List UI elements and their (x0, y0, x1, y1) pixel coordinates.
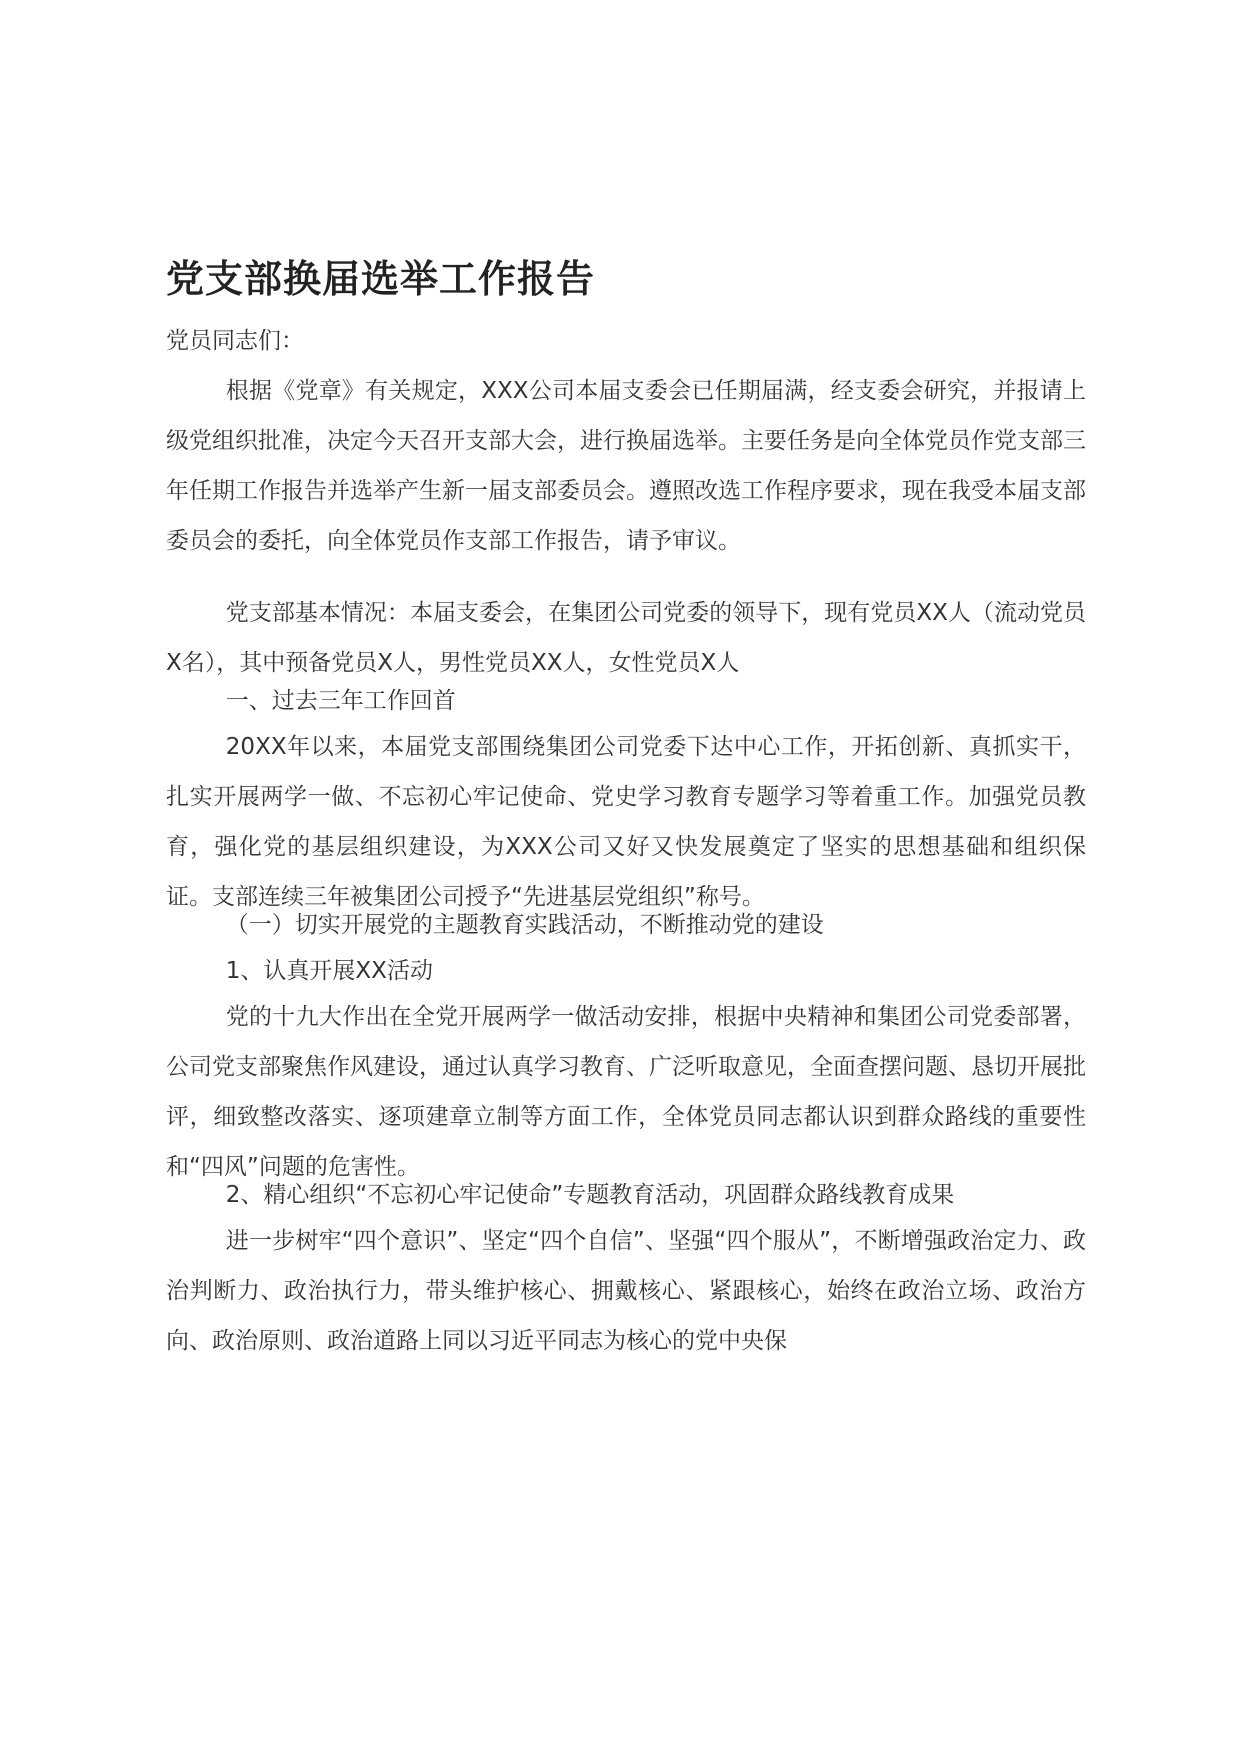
subsection-heading-1: （一）切实开展党的主题教育实践活动，不断推动党的建设 (225, 912, 824, 938)
document-title: 党支部换届选举工作报告 (166, 256, 596, 301)
item-heading-2: 2、精心组织“不忘初心牢记使命”专题教育活动，巩固群众路线教育成果 (225, 1182, 955, 1208)
greeting: 党员同志们： (166, 328, 304, 354)
paragraph-item-2: 进一步树牢“四个意识”、坚定“四个自信”、坚强“四个服从”，不断增强政治定力、政治判断力、政治执行力，带头维护核心、拥戴核心、紧跟核心，始终在政治立场、政治方向、政治原则、政治道路上同以习近平同志为核心的党中央保 (166, 1228, 1086, 1354)
paragraph-section-1: 20XX年以来，本届党支部围绕集团公司党委下达中心工作，开拓创新、真抓实干，扎实开展两学一做、不忘初心牢记使命、党史学习教育专题学习等着重工作。加强党员教育，强化党的基层组织建设，为XXX公司又好又快发展奠定了坚实的思想基础和组织保证。支部连续三年被集团公司授予“先进基层党组织”称号。 (166, 734, 1086, 910)
paragraph-item-1: 党的十九大作出在全党开展两学一做活动安排，根据中央精神和集团公司党委部署，公司党支部聚焦作风建设，通过认真学习教育、广泛听取意见，全面查摆问题、恳切开展批评，细致整改落实、逐项建章立制等方面工作，全体党员同志都认识到群众路线的重要性和“四风”问题的危害性。 (166, 1004, 1086, 1180)
section-heading-1: 一、过去三年工作回首 (225, 688, 456, 714)
paragraph-basic-info: 党支部基本情况：本届支委会，在集团公司党委的领导下，现有党员XX人（流动党员X名），其中预备党员X人，男性党员XX人，女性党员X人 (166, 600, 1086, 676)
paragraph-intro: 根据《党章》有关规定，XXX公司本届支委会已任期届满，经支委会研究，并报请上级党组织批准，决定今天召开支部大会，进行换届选举。主要任务是向全体党员作党支部三年任期工作报告并选举产生新一届支部委员会。遵照改选工作程序要求，现在我受本届支部委员会的委托，向全体党员作支部工作报告，请予审议。 (166, 378, 1086, 554)
item-heading-1: 1、认真开展XX活动 (225, 958, 433, 984)
